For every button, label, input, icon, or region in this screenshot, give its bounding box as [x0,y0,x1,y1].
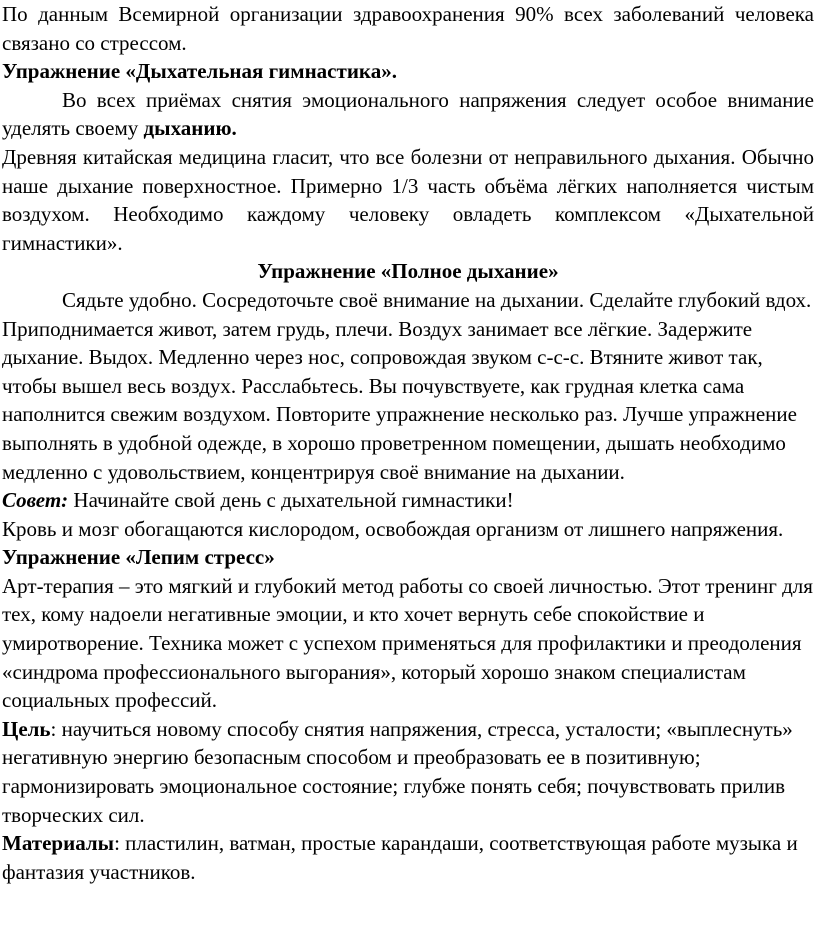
goal-paragraph [2,715,814,829]
intro-paragraph: По данным Всемирной организации здравоохранения 90% всех заболеваний человека связано со стрессом. [2,2,814,55]
goal-text: : научиться новому способу снятия напряжения, стресса, усталости; «выплеснуть» негативную энергию безопасным способом и преобразовать ее в позитивную; гармонизировать эмоциональное состояние; глубже понять себя; почувствовать прилив творческих сил. [2,716,793,827]
section-heading-sculpt-stress: Упражнение «Лепим стресс» [2,545,275,570]
goal-label: Цель [2,716,51,741]
breathing-paragraph-text: Во всех приёмах снятия эмоционального напряжения следует особое внимание уделять своему [2,87,814,141]
full-breath-paragraph: Сядьте удобно. Сосредоточьте своё внимание на дыхании. Сделайте глубокий вдох. Приподнимается живот, затем грудь, плечи. Воздух занимает все лёгкие. Задержите дыхание. Выдох. Медленно через нос, сопровождая звуком с-с-с. Втяните живот так, чтобы вышел весь воздух. Расслабьтесь. Вы почувствуете, как грудная клетка сама наполнится свежим воздухом. Повторите упражнение несколько раз. Лучше упражнение выполнять в удобной одежде, в хорошо проветренном помещении, дышать необходимо медленно с удовольствием, концентрируя своё внимание на дыхании. [2,287,812,484]
tip-followup-paragraph: Кровь и мозг обогащаются кислородом, освобождая организм от лишнего напряжения. [2,516,784,541]
materials-paragraph [2,829,814,886]
chinese-medicine-paragraph: Древняя китайская медицина гласит, что все болезни от неправильного дыхания. Обычно наше дыхание поверхностное. Примерно 1/3 часть объёма лёгких наполняется чистым воздухом. Необходимо каждому человеку овладеть комплексом «Дыхательной гимнастики». [2,144,814,255]
breathing-emphasis: дыханию. [143,116,237,141]
art-therapy-paragraph: Арт-терапия – это мягкий и глубокий метод работы со своей личностью. Этот тренинг для тех, кому надоели негативные эмоции, и кто хочет вернуть себе спокойствие и умиротворение. Техника может с успехом применяться для профилактики и преодоления «синдрома профессионального выгорания», который хорошо знаком специалистам социальных профессий. [2,573,813,713]
materials-label: Материалы [2,831,115,856]
tip-text: Начинайте свой день с дыхательной гимнастики! [68,488,514,513]
section-heading-full-breath: Упражнение «Полное дыхание» [257,259,559,284]
section-heading-breathing-gymnastics: Упражнение «Дыхательная гимнастика». [2,59,397,84]
tip-paragraph [2,486,814,515]
breathing-paragraph [2,86,814,143]
materials-text: : пластилин, ватман, простые карандаши, соответствующая работе музыка и фантазия участников. [2,831,798,884]
tip-label: Совет: [2,488,69,513]
